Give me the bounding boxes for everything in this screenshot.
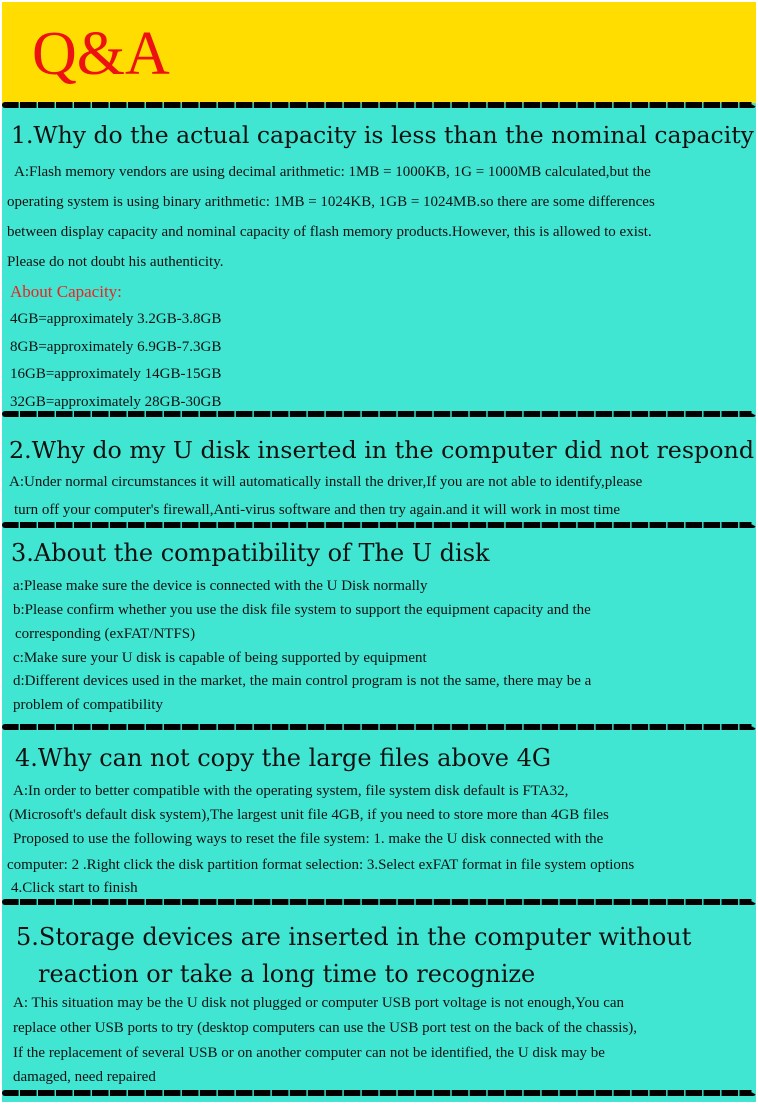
answer-line: between display capacity and nominal capacity of flash memory products.However, this is allowed to exist. [7,224,652,240]
answer-line: a:Please make sure the device is connected with the U Disk normally [13,578,428,594]
capacity-item: 32GB=approximately 28GB-30GB [10,394,222,410]
capacity-title: About Capacity: [10,282,122,301]
answer-line: A:Under normal circumstances it will automatically install the driver,If you are not able to identify,please [9,474,643,490]
question-3-heading: 3.About the compatibility of The U disk [11,539,490,567]
header-banner [2,2,756,103]
answer-line: c:Make sure your U disk is capable of being supported by equipment [13,650,427,666]
answer-line: (Microsoft's default disk system),The largest unit file 4GB, if you need to store more than 4GB files [9,807,609,823]
capacity-item: 4GB=approximately 3.2GB-3.8GB [10,311,222,327]
answer-line: turn off your computer's firewall,Anti-virus software and then try again.and it will work in most time [14,502,621,518]
dashed-divider [2,522,756,528]
dashed-divider [2,899,756,905]
answer-line: operating system is using binary arithmetic: 1MB = 1024KB, 1GB = 1024MB.so there are some differences [7,194,655,210]
page-title: Q&A [32,20,170,88]
question-4-heading: 4.Why can not copy the large files above 4G [15,744,552,772]
capacity-item: 8GB=approximately 6.9GB-7.3GB [10,339,222,355]
qa-page [2,2,756,1102]
question-5-heading: 5.Storage devices are inserted in the computer without [16,923,692,951]
question-2-heading: 2.Why do my U disk inserted in the computer did not respond [9,436,755,464]
answer-line: A:Flash memory vendors are using decimal arithmetic: 1MB = 1000KB, 1G = 1000MB calculated,but the [14,164,651,180]
question-5-heading-continued: reaction or take a long time to recognize [38,960,536,988]
answer-line: If the replacement of several USB or on another computer can not be identified, the U disk may be [13,1045,605,1061]
answer-line: b:Please confirm whether you use the disk file system to support the equipment capacity and the [13,602,591,618]
answer-line: replace other USB ports to try (desktop computers can use the USB port test on the back of the chassis), [13,1020,638,1036]
dashed-divider [2,724,756,730]
answer-line: d:Different devices used in the market, the main control program is not the same, there may be a [13,673,592,689]
capacity-item: 16GB=approximately 14GB-15GB [10,366,222,382]
answer-line: problem of compatibility [13,697,163,713]
answer-line: Please do not doubt his authenticity. [7,254,224,270]
answer-line: A:In order to better compatible with the operating system, file system disk default is FTA32, [13,783,569,799]
answer-line: 4.Click start to finish [11,880,138,896]
answer-line: corresponding (exFAT/NTFS) [15,626,196,642]
dashed-divider [2,411,756,417]
answer-line: damaged, need repaired [13,1069,156,1085]
dashed-divider [2,102,756,108]
answer-line: computer: 2 .Right click the disk partition format selection: 3.Select exFAT format in file system options [7,857,635,873]
answer-line: A: This situation may be the U disk not plugged or computer USB port voltage is not enough,You can [13,995,625,1011]
question-1-heading: 1.Why do the actual capacity is less than the nominal capacity [11,121,754,149]
answer-line: Proposed to use the following ways to reset the file system: 1. make the U disk connected with the [13,831,604,847]
dashed-divider [2,1090,756,1096]
